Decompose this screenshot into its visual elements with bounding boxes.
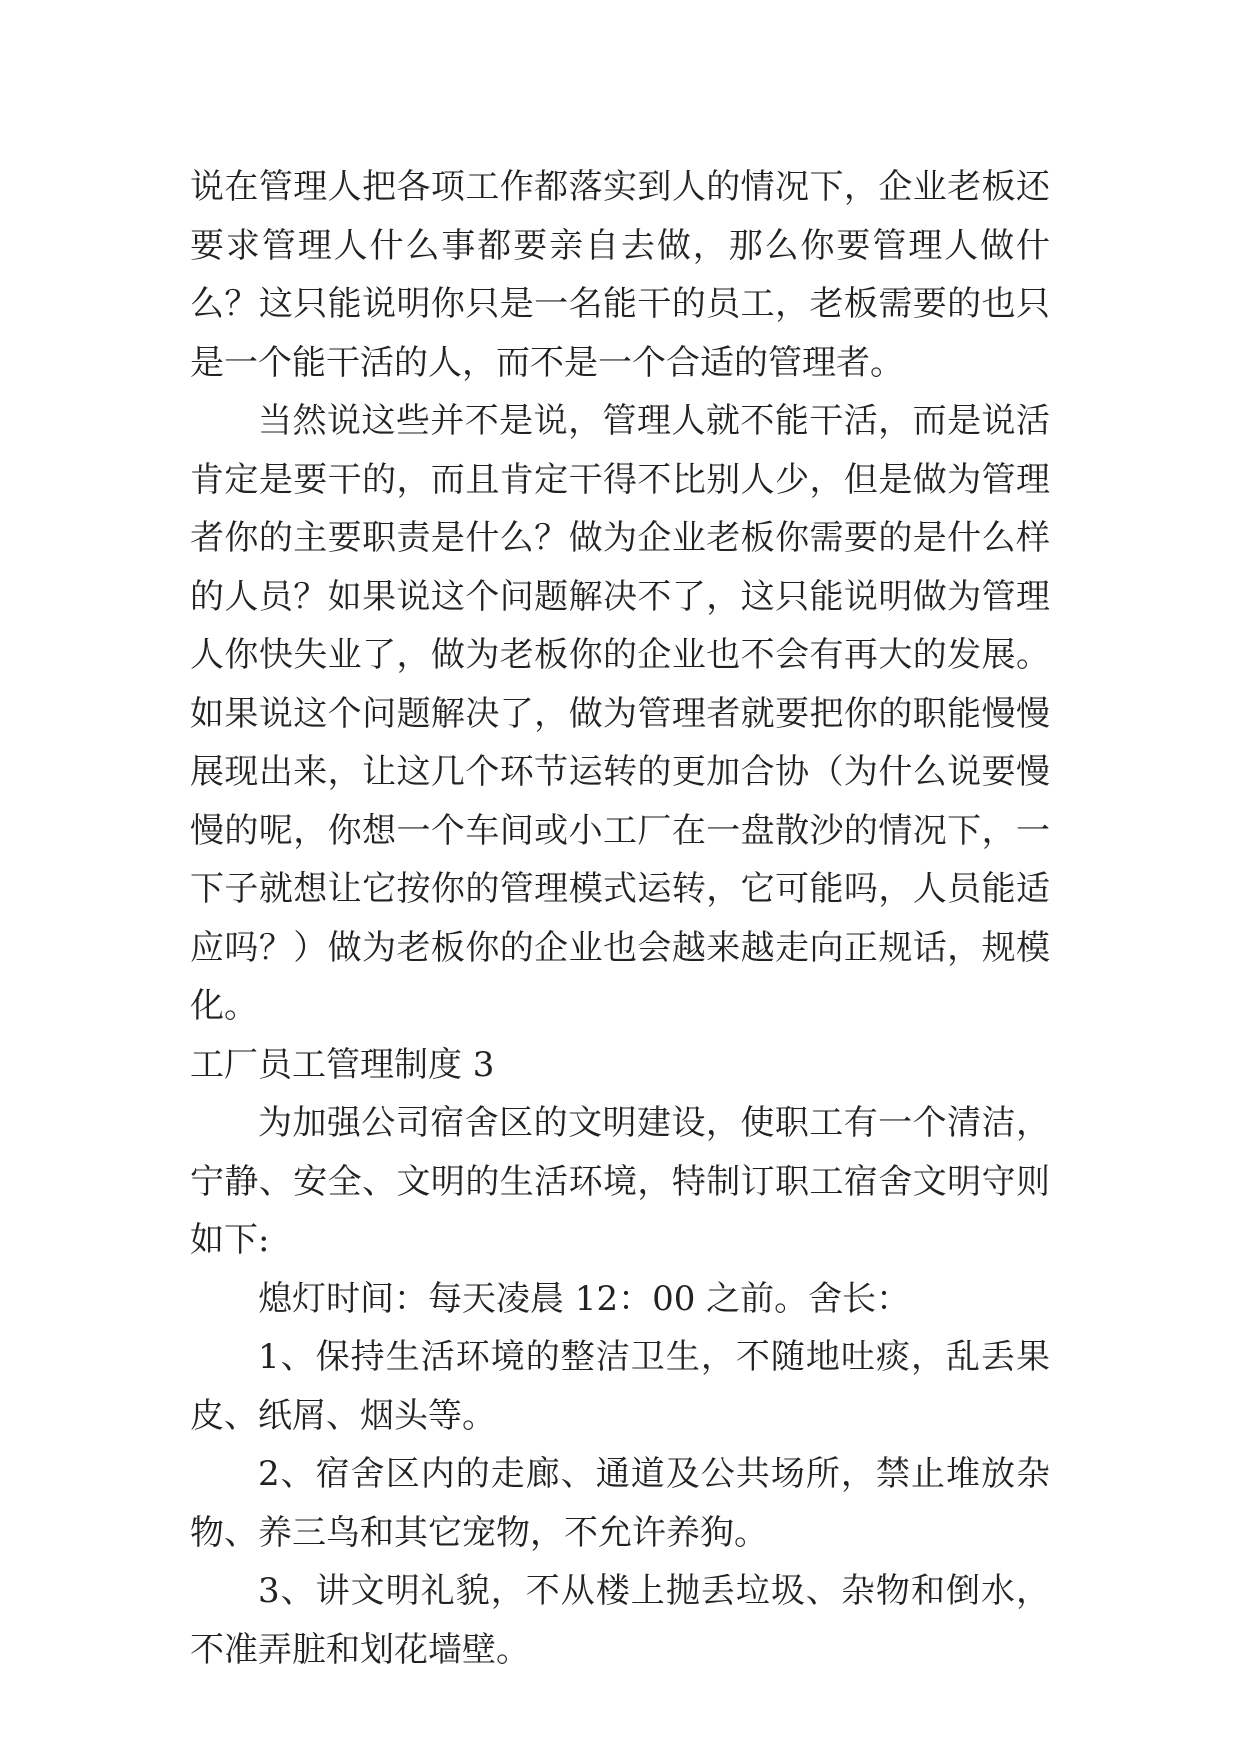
paragraph-2: 当然说这些并不是说，管理人就不能干活，而是说活肯定是要干的，而且肯定干得不比别人少，但是做为管理者你的主要职责是什么？做为企业老板你需要的是什么样的人员？如果说这个问题解决不了，这只能说明做为管理人你快失业了，做为老板你的企业也不会有再大的发展。如果说这个问题解决了，做为管理者就要把你的职能慢慢展现出来，让这几个环节运转的更加合协（为什么说要慢慢的呢，你想一个车间或小工厂在一盘散沙的情况下，一下子就想让它按你的管理模式运转，它可能吗，人员能适应吗？）做为老板你的企业也会越来越走向正规话，规模化。 xyxy=(190,401,1050,1026)
paragraph-1: 说在管理人把各项工作都落实到人的情况下，企业老板还要求管理人什么事都要亲自去做，那么你要管理人做什么？这只能说明你只是一名能干的员工，老板需要的也只是一个能干活的人，而不是一个合适的管理者。 xyxy=(190,167,1050,383)
section-heading: 工厂员工管理制度 3 xyxy=(190,1044,495,1085)
rule-item-1: 1、保持生活环境的整洁卫生，不随地吐痰，乱丢果皮、纸屑、烟头等。 xyxy=(190,1337,1050,1436)
paragraph-4: 熄灯时间：每天凌晨 12：00 之前。舍长： xyxy=(258,1278,911,1319)
document-body xyxy=(190,158,1050,1679)
rule-item-2: 2、宿舍区内的走廊、通道及公共场所，禁止堆放杂物、养三鸟和其它宠物，不允许养狗。 xyxy=(190,1454,1050,1553)
rule-item-3: 3、讲文明礼貌，不从楼上抛丢垃圾、杂物和倒水，不准弄脏和划花墙壁。 xyxy=(190,1571,1050,1670)
paragraph-3: 为加强公司宿舍区的文明建设，使职工有一个清洁，宁静、安全、文明的生活环境，特制订职工宿舍文明守则如下: xyxy=(190,1103,1050,1260)
